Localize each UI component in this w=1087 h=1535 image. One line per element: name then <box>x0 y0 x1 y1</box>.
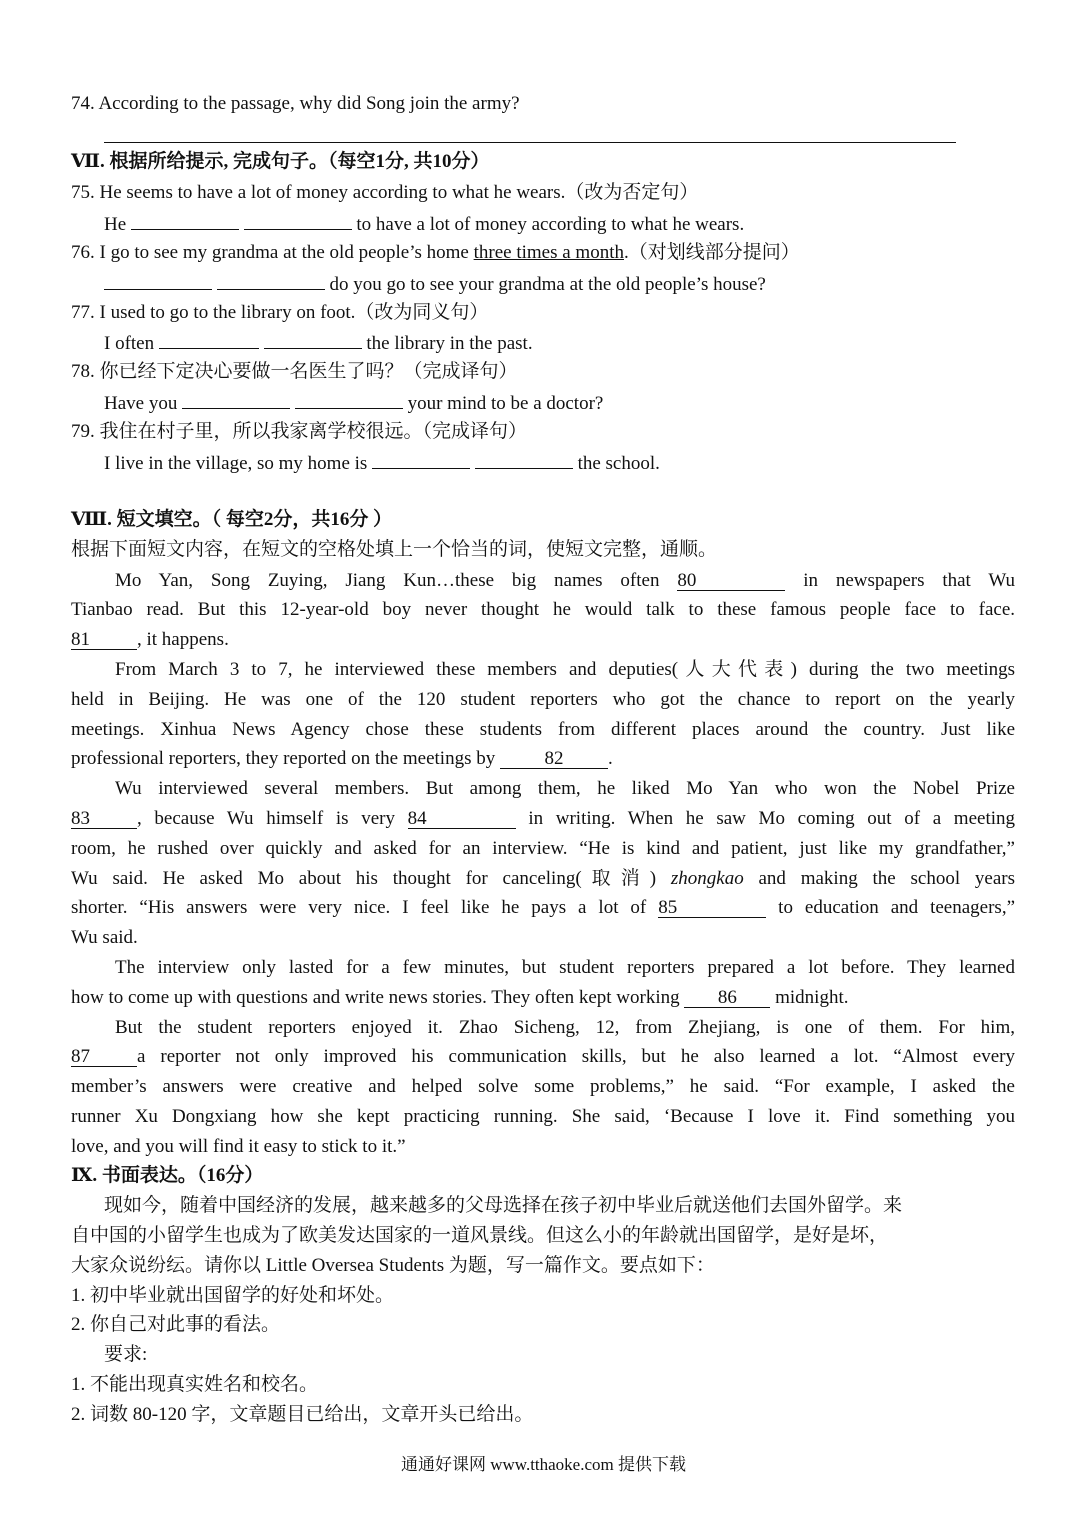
answer-line-74 <box>104 142 956 143</box>
blank-82[interactable]: 82 <box>500 750 608 769</box>
p1d-text: , it happens. <box>137 629 229 650</box>
para-1-line-1 <box>115 569 1015 593</box>
q78-prefix: Have you <box>104 393 178 414</box>
q77-suffix: the library in the past. <box>366 333 533 354</box>
question-74: 74. According to the passage, why did Song join the army? <box>71 93 520 114</box>
para-2-line-1: From March 3 to 7, he interviewed these members and deputies(人大代表) during the two meetings <box>115 659 1015 680</box>
para-3-line-5 <box>71 896 1015 920</box>
section-9-line-2: 自中国的小留学生也成为了欧美发达国家的一道风景线。但这么小的年龄就出国留学，是好是坏， <box>71 1225 889 1246</box>
section-7-title: Ⅶ. 根据所给提示, 完成句子。（每空1分, 共10分） <box>71 151 490 172</box>
para-3-line-6: Wu said. <box>71 927 138 948</box>
section-9-line-1: 现如今，随着中国经济的发展，越来越多的父母选择在孩子初中毕业后就送他们去国外留学。来 <box>104 1195 903 1216</box>
para-3-line-2 <box>71 807 1015 831</box>
section-9-requirements-label: 要求: <box>104 1344 148 1365</box>
question-78: 78. 你已经下定决心要做一名医生了吗？（完成译句） <box>71 361 518 382</box>
section-9-point-1: 1. 初中毕业就出国留学的好处和坏处。 <box>71 1285 395 1306</box>
q76-suffix: .（对划线部分提问） <box>624 242 800 263</box>
p1a-text: Mo Yan, Song Zuying, Jiang Kun…these big names often <box>115 570 660 591</box>
para-1-line-3 <box>71 628 229 652</box>
para-3-line-3: room, he rushed over quickly and asked for an interview. “He is kind and patient, just like my grandfather,” <box>71 838 1015 859</box>
p4c-text: midnight. <box>775 987 849 1008</box>
q78-suffix: your mind to be a doctor? <box>407 393 604 414</box>
question-79-fill <box>104 450 660 476</box>
blank-76-1[interactable] <box>104 271 212 290</box>
para-4-line-2 <box>71 986 848 1010</box>
q79-suffix: the school. <box>577 453 660 474</box>
p3b-text: , because Wu himself is very <box>137 808 395 829</box>
blank-78-2[interactable] <box>295 390 403 409</box>
p3c-text: in writing. When he saw Mo coming out of a meeting <box>528 808 1016 829</box>
blank-85[interactable]: 85 <box>658 899 766 918</box>
question-79: 79. 我住在村子里，所以我家离学校很远。（完成译句） <box>71 421 528 442</box>
para-5-line-5: love, and you will find it easy to stick to it.” <box>71 1136 406 1157</box>
p3g-text: to education and teenagers,” <box>778 897 1016 918</box>
section-9-title: Ⅸ. 书面表达。（16分） <box>71 1165 264 1186</box>
p5b-text: a reporter not only improved his communication skills, but he also learned a lot. “Almost every <box>137 1046 1015 1067</box>
para-2-line-3: meetings. Xinhua News Agency chose these students from different places around the country. Just like <box>71 719 1015 740</box>
blank-78-1[interactable] <box>182 390 290 409</box>
section-9-point-2: 2. 你自己对此事的看法。 <box>71 1314 281 1335</box>
question-76-fill <box>104 271 766 297</box>
section-9-requirement-2: 2. 词数 80-120 字，文章题目已给出，文章开头已给出。 <box>71 1404 534 1425</box>
blank-77-1[interactable] <box>159 330 259 349</box>
blank-84[interactable]: 84 <box>408 810 516 829</box>
question-78-fill <box>104 390 603 416</box>
para-2-line-2: held in Beijing. He was one of the 120 student reporters who got the chance to report on the yearly <box>71 689 1015 710</box>
p3e-prefix: Wu said. He asked Mo about his thought for canceling(取消) <box>71 868 671 889</box>
question-75-fill <box>104 211 744 237</box>
p1b-text: in newspapers that Wu <box>803 570 1016 591</box>
q76-underlined: three times a month <box>473 242 624 263</box>
p4b-text: how to come up with questions and write news stories. They often kept working <box>71 987 680 1008</box>
q76-prefix: 76. I go to see my grandma at the old people’s home <box>71 242 474 263</box>
page-footer: 通通好课网 www.tthaoke.com 提供下载 <box>400 1455 687 1474</box>
blank-81[interactable]: 81 <box>71 631 137 650</box>
p3e-suffix: and making the school years <box>743 868 1015 889</box>
para-2-line-4 <box>71 747 613 771</box>
para-4-line-1: The interview only lasted for a few minutes, but student reporters prepared a lot before. They learned <box>115 957 1015 978</box>
blank-76-2[interactable] <box>217 271 325 290</box>
blank-83[interactable]: 83 <box>71 810 137 829</box>
section-8-title: Ⅷ. 短文填空。（ 每空2分，共16分 ） <box>71 509 393 530</box>
q76b-suffix: do you go to see your grandma at the old people’s house? <box>329 274 766 295</box>
p3f-text: shorter. “His answers were very nice. I feel like he pays a lot of <box>71 897 647 918</box>
question-77-fill <box>104 330 533 356</box>
q75-suffix: to have a lot of money according to what he wears. <box>356 214 745 235</box>
question-75: 75. He seems to have a lot of money according to what he wears.（改为否定句） <box>71 182 699 203</box>
q77-prefix: I often <box>104 333 155 354</box>
q79-prefix: I live in the village, so my home is <box>104 453 368 474</box>
question-77: 77. I used to go to the library on foot.（改为同义句） <box>71 302 489 323</box>
para-5-line-1: But the student reporters enjoyed it. Zhao Sicheng, 12, from Zhejiang, is one of them. For him, <box>115 1017 1015 1038</box>
para-5-line-3: member’s answers were creative and helped solve some problems,” he said. “For example, I asked the <box>71 1076 1015 1097</box>
blank-75-1[interactable] <box>131 211 239 230</box>
p2-period: . <box>607 748 613 769</box>
para-5-line-2 <box>71 1045 1015 1069</box>
section-9-requirement-1: 1. 不能出现真实姓名和校名。 <box>71 1374 319 1395</box>
para-5-line-4: runner Xu Dongxiang how she kept practicing running. She said, ‘Because I love it. Find something you <box>71 1106 1015 1127</box>
blank-79-2[interactable] <box>475 450 573 469</box>
q75-prefix: He <box>104 214 127 235</box>
blank-75-2[interactable] <box>244 211 352 230</box>
blank-80[interactable]: 80 <box>677 572 785 591</box>
question-76 <box>71 241 800 265</box>
para-1-line-2: Tianbao read. But this 12-year-old boy never thought he would talk to these famous people face to face. <box>71 599 1015 620</box>
section-8-instructions: 根据下面短文内容，在短文的空格处填上一个恰当的词，使短文完整，通顺。 <box>71 539 718 560</box>
para-3-line-4 <box>71 867 1015 891</box>
blank-87[interactable]: 87 <box>71 1048 137 1067</box>
section-9-line-3: 大家众说纷纭。请你以 Little Oversea Students 为题，写一篇作文。要点如下： <box>71 1255 715 1276</box>
para-3-line-1: Wu interviewed several members. But among them, he liked Mo Yan who won the Nobel Prize <box>115 778 1015 799</box>
blank-79-1[interactable] <box>372 450 470 469</box>
p2d-text: professional reporters, they reported on the meetings by <box>71 748 496 769</box>
p3e-italic: zhongkao <box>670 868 744 889</box>
blank-77-2[interactable] <box>264 330 362 349</box>
blank-86[interactable]: 86 <box>684 989 770 1008</box>
